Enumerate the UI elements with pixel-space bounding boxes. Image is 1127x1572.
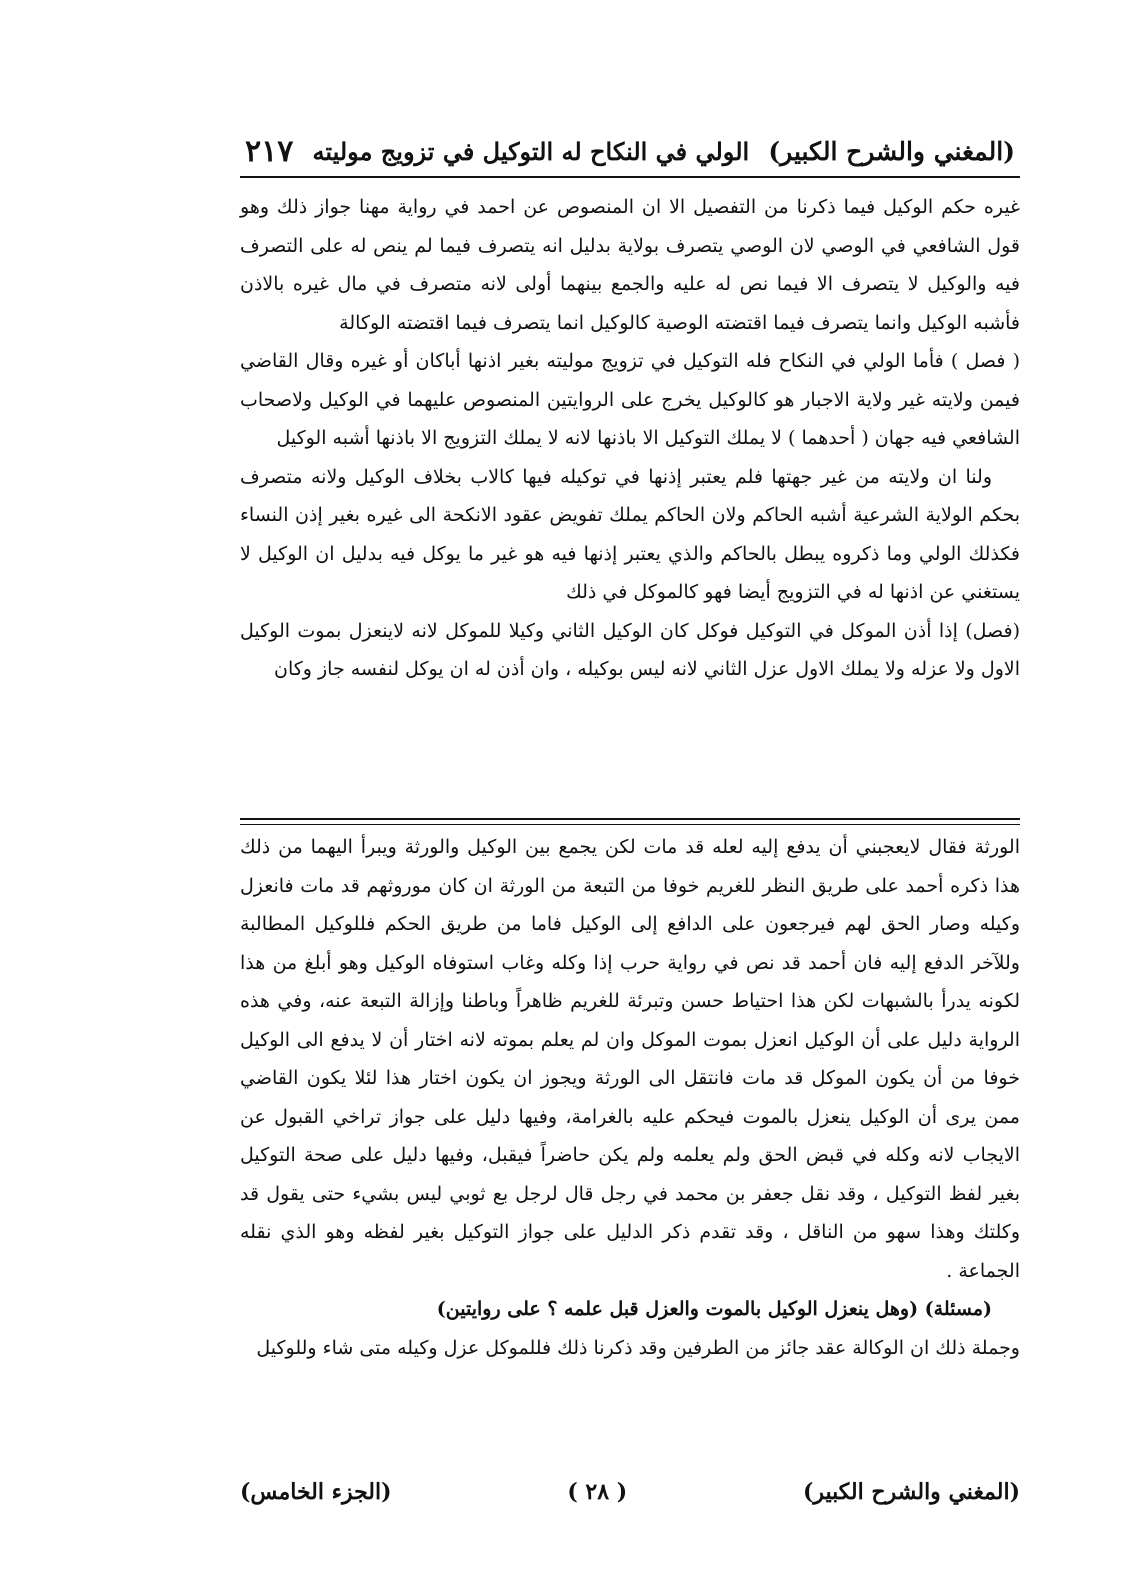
- page-footer: [240, 1472, 1020, 1512]
- footer-volume: (الجزء الخامس): [240, 1479, 392, 1505]
- masala-heading: (مسئلة) (وهل ينعزل الوكيل بالموت والعزل قبل علمه ؟ على روايتين): [436, 1298, 992, 1320]
- paragraph: غيره حكم الوكيل فيما ذكرنا من التفصيل الا ان المنصوص عن احمد في رواية مهنا جواز ذلك وهو قول الشافعي في الوصي لان الوصي يتصرف بولاية بدليل انه يتصرف فيما لم ينص له على التصرف فيه والوكيل لا يتصرف الا فيما نص له عليه والجمع بينهما أولى لانه متصرف في مال غيره بالاذن فأشبه الوكيل وانما يتصرف فيما اقتضته الوصية كالوكيل انما يتصرف فيما اقتضته الوكالة: [240, 196, 1020, 334]
- running-header: [245, 128, 1015, 174]
- footer-book-title: (المغني والشرح الكبير): [802, 1479, 1020, 1505]
- paragraph: ولنا ان ولايته من غير جهتها فلم يعتبر إذنها في توكيله فيها كالاب بخلاف الوكيل ولانه متصرف بحكم الولاية الشرعية أشبه الحاكم ولان الحاكم يملك تفويض عقود الانكحة الى غيره بغير إذن النساء فكذلك الولي وما ذكروه يبطل بالحاكم والذي يعتبر إذنها فيه هو غير ما يوكل فيه بدليل ان الوكيل لا يستغني عن اذنها له في التزويج أيضا فهو كالموكل في ذلك: [240, 465, 1020, 603]
- paragraph: (فصل) إذا أذن الموكل في التوكيل فوكل كان الوكيل الثاني وكيلا للموكل لانه لاينعزل بموت الوكيل الاول ولا عزله ولا يملك الاول عزل الثاني لانه ليس بوكيله ، وان أذن له ان يوكل لنفسه جاز وكان: [240, 619, 1020, 680]
- paragraph: وجملة ذلك ان الوكالة عقد جائز من الطرفين وقد ذكرنا ذلك فللموكل عزل وكيله متى شاء وللوكيل: [256, 1336, 1020, 1359]
- paragraph: ( فصل ) فأما الولي في النكاح فله التوكيل في تزويج موليته بغير اذنها أباكان أو غيره وقال القاضي فيمن ولايته غير ولاية الاجبار هو كالوكيل يخرج على الروايتين المنصوص عليهما في الوكيل ولاصحاب الشافعي فيه جهان ( أحدهما ) لا يملك التوكيل الا باذنها لانه لا يملك التزويج الا باذنها أشبه الوكيل: [240, 350, 1020, 449]
- lower-text-block: [240, 828, 1020, 1367]
- header-page-number: ٢١٧: [245, 133, 294, 169]
- header-chapter-title: الولي في النكاح له التوكيل في تزويج موليته: [312, 136, 750, 166]
- paragraph: الورثة فقال لايعجبني أن يدفع إليه لعله قد مات لكن يجمع بين الوكيل والورثة ويبرأ اليهما من ذلك هذا ذكره أحمد على طريق النظر للغريم خوفا من التبعة من الورثة ان كان موروثهم قد مات فانعزل وكيله وصار الحق لهم فيرجعون على الدافع إلى الوكيل فاما من طريق الحكم فللوكيل المطالبة وللآخر الدفع إليه فان أحمد قد نص في رواية حرب إذا وكله وغاب استوفاه الوكيل وهو أبلغ من هذا لكونه يدرأ بالشبهات لكن هذا احتياط حسن وتبرئة للغريم ظاهراً وباطنا وإزالة التبعة عنه، وفي هذه الرواية دليل على أن الوكيل انعزل بموت الموكل وان لم يعلم بموته لانه اختار أن لا يدفع الى الوكيل خوفا من أن يكون الموكل قد مات فانتقل الى الورثة ويجوز ان يكون اختار هذا لئلا يكون القاضي ممن يرى أن الوكيل ينعزل بالموت فيحكم عليه بالغرامة، وفيها دليل على جواز تراخي القبول عن الايجاب لانه وكله في قبض الحق ولم يعلمه ولم يكن حاضراً فيقبل، وفيها دليل على صحة التوكيل بغير لفظ التوكيل ، وقد نقل جعفر بن محمد في رجل قال لرجل بع ثوبي ليس بشيء حتى يقول قد وكلتك وهذا سهو من الناقل ، وقد تقدم ذكر الدليل على جواز التوكيل بغير لفظه وهو الذي نقله الجماعة .: [240, 836, 1020, 1282]
- header-rule: [240, 176, 1020, 178]
- footer-page-number: ( ٢٨ ): [567, 1479, 628, 1505]
- header-book-title: (المغني والشرح الكبير): [768, 136, 1015, 166]
- section-divider: [240, 818, 1020, 825]
- upper-text-block: [240, 188, 1020, 689]
